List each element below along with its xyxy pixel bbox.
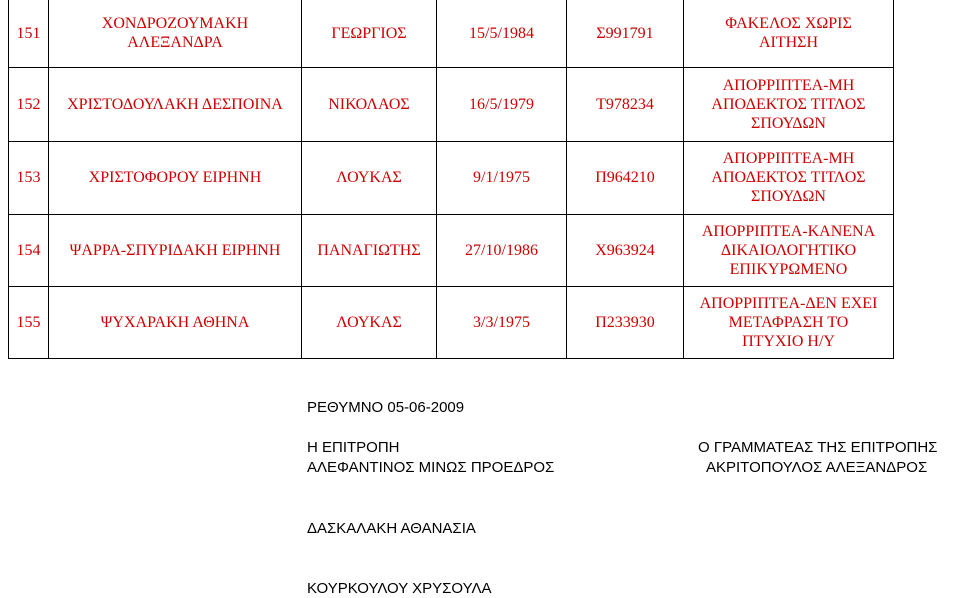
table-row xyxy=(9,286,894,358)
id-number-cell: Π233930 xyxy=(567,286,684,358)
committee-chair: ΑΛΕΦΑΝΤΙΝΟΣ ΜΙΝΩΣ ΠΡΟΕΔΡΟΣ xyxy=(307,459,555,476)
table-row xyxy=(9,0,894,67)
father-name-cell: ΛΟΥΚΑΣ xyxy=(302,286,437,358)
row-number-cell: 152 xyxy=(9,67,49,141)
birthdate-cell: 9/1/1975 xyxy=(437,141,567,214)
id-number-cell: Χ963924 xyxy=(567,214,684,286)
id-number-cell: Τ978234 xyxy=(567,67,684,141)
secretary-label: Ο ΓΡΑΜΜΑΤΕΑΣ ΤΗΣ ΕΠΙΤΡΟΠΗΣ xyxy=(698,439,938,456)
name-cell: ΨΑΡΡΑ-ΣΠΥΡΙΔΑΚΗ ΕΙΡΗΝΗ xyxy=(49,214,302,286)
birthdate-cell: 16/5/1979 xyxy=(437,67,567,141)
table-row xyxy=(9,141,894,214)
status-cell: ΦΑΚΕΛΟΣ ΧΩΡΙΣ ΑΙΤΗΣΗ xyxy=(684,0,894,67)
name-cell: ΧΡΙΣΤΟΦΟΡΟΥ ΕΙΡΗΝΗ xyxy=(49,141,302,214)
father-name-cell: ΠΑΝΑΓΙΩΤΗΣ xyxy=(302,214,437,286)
results-table xyxy=(8,0,894,359)
name-cell: ΨΥΧΑΡΑΚΗ ΑΘΗΝΑ xyxy=(49,286,302,358)
birthdate-cell: 15/5/1984 xyxy=(437,0,567,67)
status-cell: ΑΠΟΡΡΙΠΤΕΑ-ΜΗ ΑΠΟΔΕΚΤΟΣ ΤΙΤΛΟΣ ΣΠΟΥΔΩΝ xyxy=(684,67,894,141)
father-name-cell: ΝΙΚΟΛΑΟΣ xyxy=(302,67,437,141)
status-cell: ΑΠΟΡΡΙΠΤΕΑ-ΚΑΝΕΝΑ ΔΙΚΑΙΟΛΟΓΗΤΙΚΟ ΕΠΙΚΥΡΩΜΕΝΟ xyxy=(684,214,894,286)
row-number-cell: 154 xyxy=(9,214,49,286)
name-cell: ΧΡΙΣΤΟΔΟΥΛΑΚΗ ΔΕΣΠΟΙΝΑ xyxy=(49,67,302,141)
name-cell: ΧΟΝΔΡΟΖΟΥΜΑΚΗ ΑΛΕΞΑΝΔΡΑ xyxy=(49,0,302,67)
committee-member-2: ΚΟΥΡΚΟΥΛΟΥ ΧΡΥΣΟΥΛΑ xyxy=(307,580,492,597)
birthdate-cell: 3/3/1975 xyxy=(437,286,567,358)
row-number-cell: 153 xyxy=(9,141,49,214)
birthdate-cell: 27/10/1986 xyxy=(437,214,567,286)
id-number-cell: Σ991791 xyxy=(567,0,684,67)
row-number-cell: 151 xyxy=(9,0,49,67)
father-name-cell: ΛΟΥΚΑΣ xyxy=(302,141,437,214)
status-cell: ΑΠΟΡΡΙΠΤΕΑ-ΜΗ ΑΠΟΔΕΚΤΟΣ ΤΙΤΛΟΣ ΣΠΟΥΔΩΝ xyxy=(684,141,894,214)
secretary-name: ΑΚΡΙΤΟΠΟΥΛΟΣ ΑΛΕΞΑΝΔΡΟΣ xyxy=(706,459,928,476)
father-name-cell: ΓΕΩΡΓΙΟΣ xyxy=(302,0,437,67)
place-date: ΡΕΘΥΜΝΟ 05-06-2009 xyxy=(307,399,465,416)
committee-member-1: ΔΑΣΚΑΛΑΚΗ ΑΘΑΝΑΣΙΑ xyxy=(307,520,476,537)
id-number-cell: Π964210 xyxy=(567,141,684,214)
table-row xyxy=(9,214,894,286)
row-number-cell: 155 xyxy=(9,286,49,358)
committee-label: Η ΕΠΙΤΡΟΠΗ xyxy=(307,439,400,456)
table-row xyxy=(9,67,894,141)
status-cell: ΑΠΟΡΡΙΠΤΕΑ-ΔΕΝ ΕΧΕΙ ΜΕΤΑΦΡΑΣΗ ΤΟ ΠΤΥΧΙΟ Η/Υ xyxy=(684,286,894,358)
